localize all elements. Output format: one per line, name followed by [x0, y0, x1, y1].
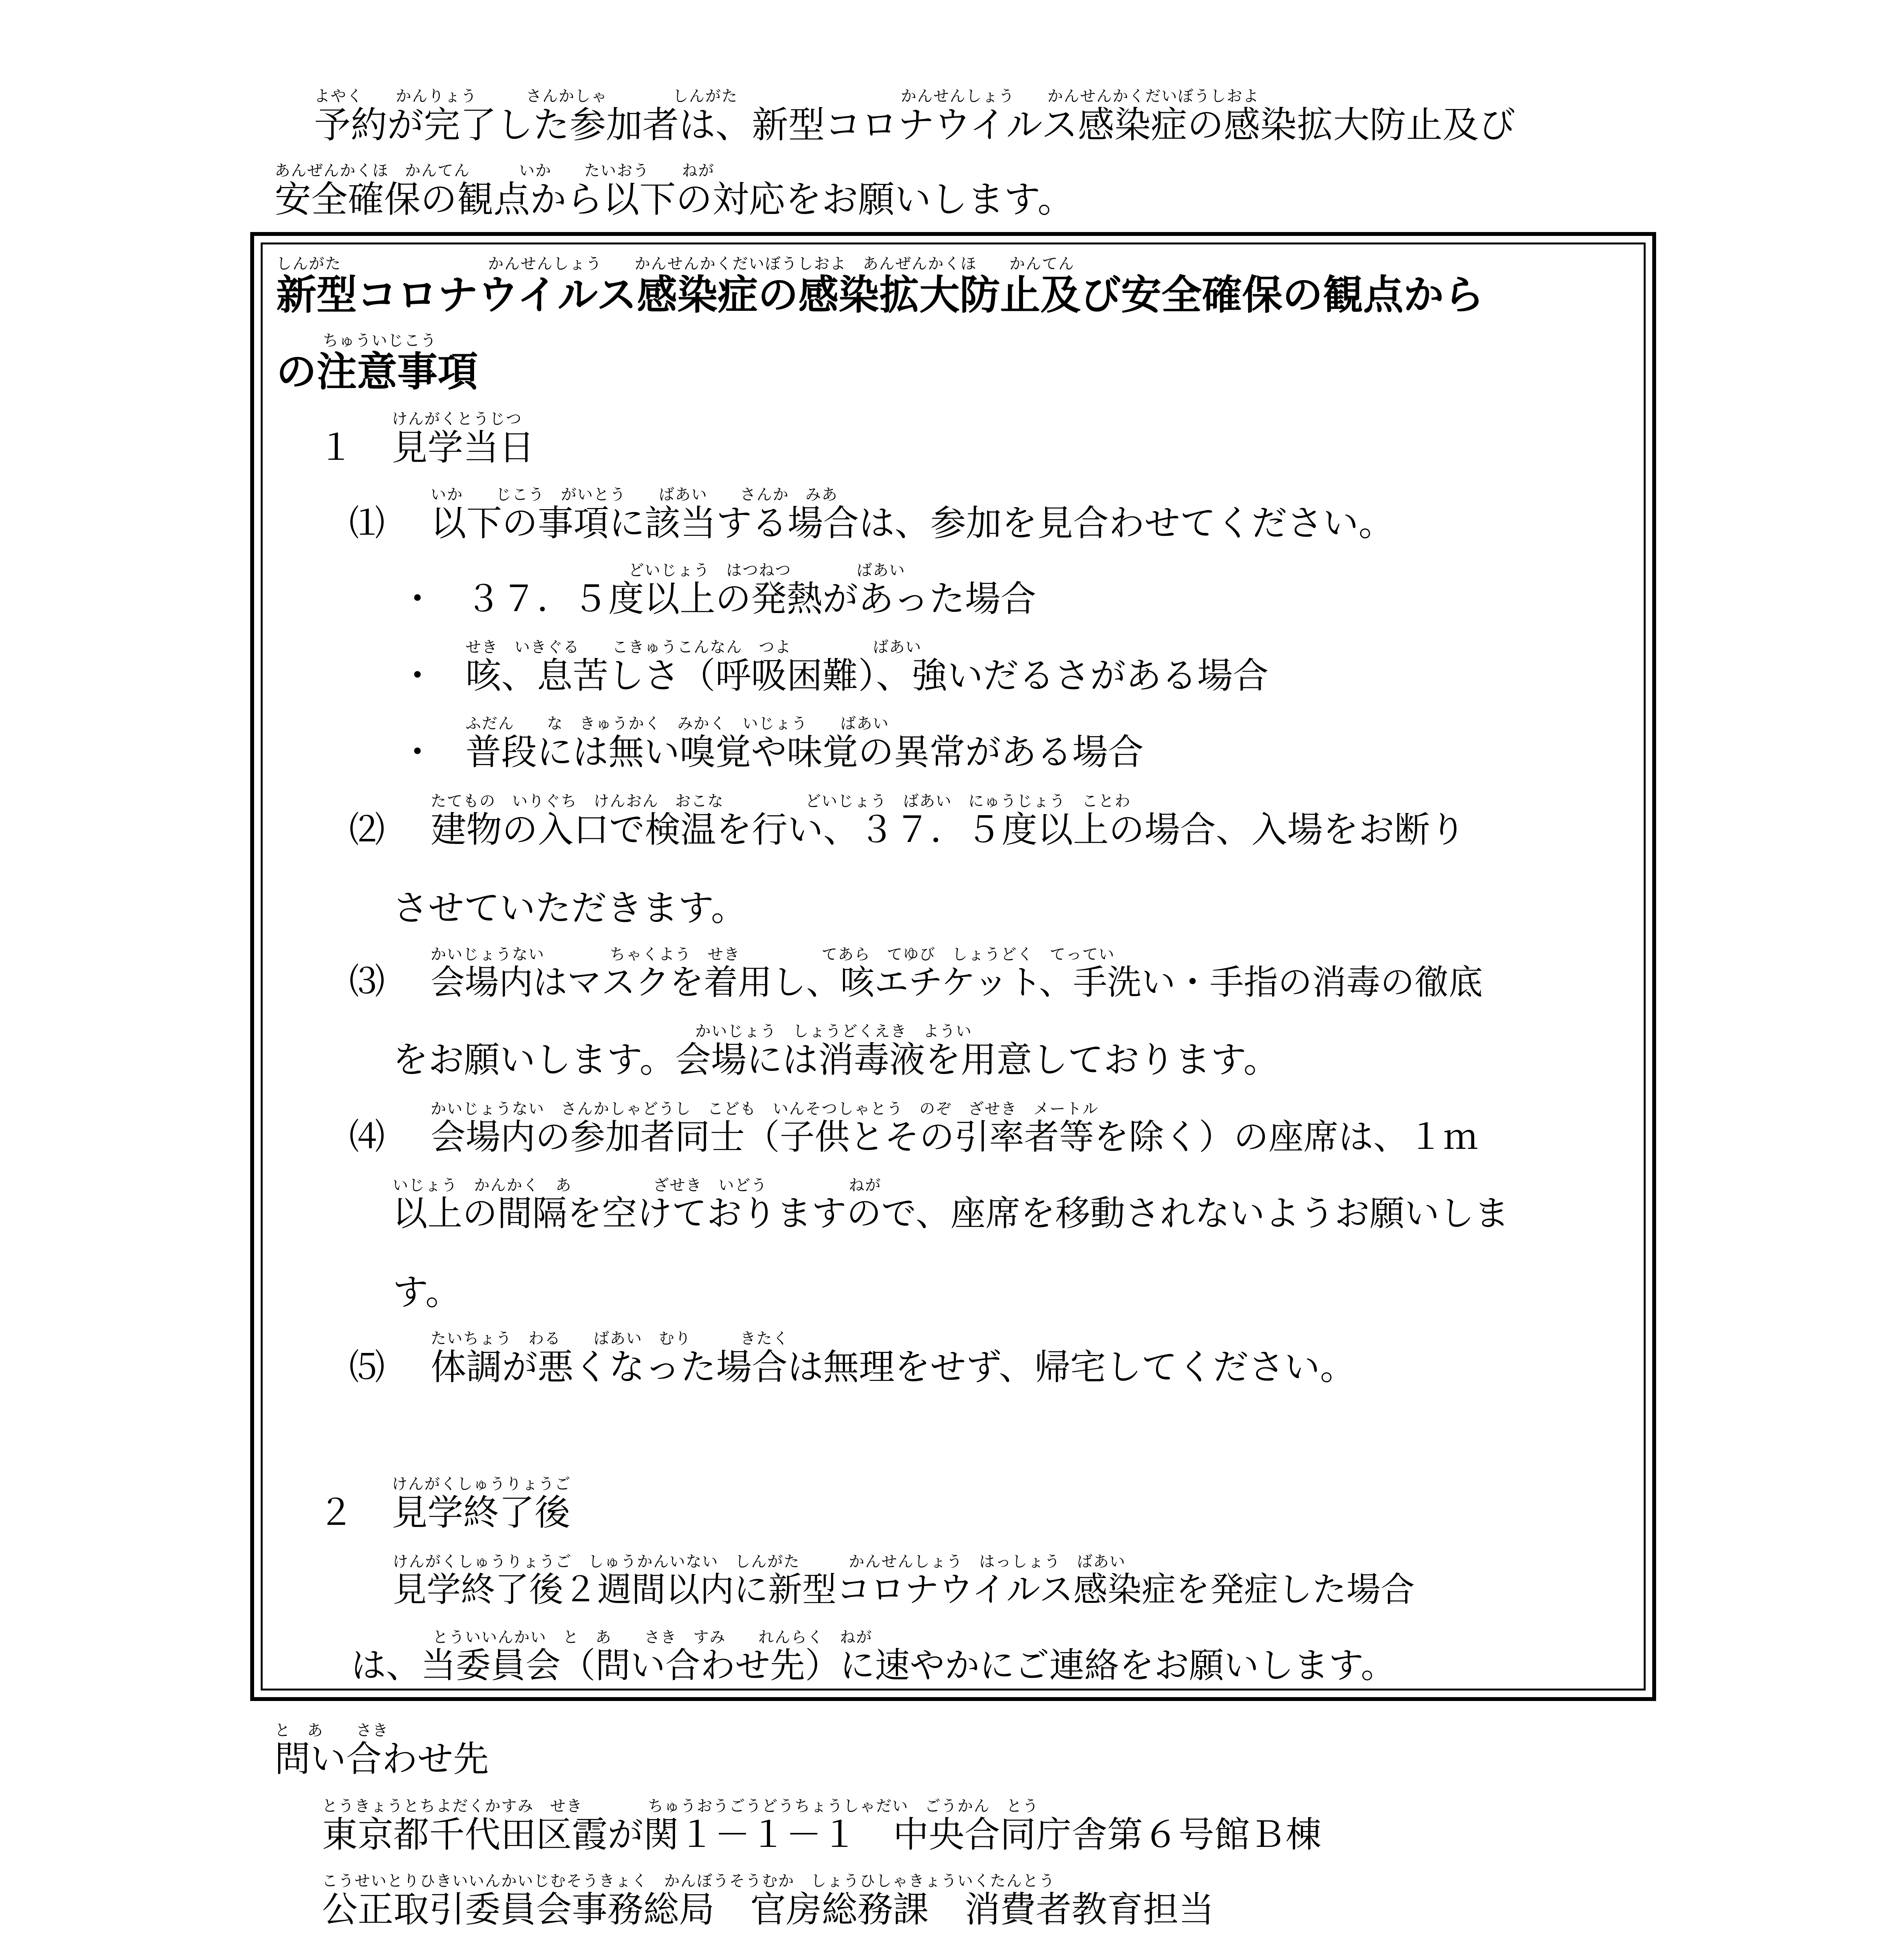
contact-department-ruby: こうせいとりひきいいんかいじむそうきょく かんぼうそうむか しょうひしゃきょういくたんとう — [322, 1872, 1055, 1890]
bullet-2 — [400, 639, 1269, 694]
item-2 — [349, 793, 1466, 848]
notice-title-line-2-ruby: ちゅういじこう — [323, 332, 437, 350]
item-3-cont — [393, 1022, 1279, 1081]
item-5-ruby: たいちょう わる ばあい むり きたく — [431, 1330, 789, 1348]
section-2-para-2 — [351, 1628, 1396, 1686]
section-2-para-1 — [393, 1554, 1415, 1607]
bullet-1-text: ３７．５度以上の発熱があった場合 — [466, 578, 1037, 620]
bullet-3-text: 普段には無い嗅覚や味覚の異常がある場合 — [466, 731, 1144, 773]
item-5 — [349, 1330, 1356, 1388]
contact-heading-text: 問い合わせ先 — [275, 1738, 489, 1780]
notice-title-line-2 — [276, 332, 478, 395]
bullet-3 — [400, 715, 1144, 773]
item-4-line-3: す。 — [393, 1271, 461, 1313]
bullet-1-mark: ・ — [400, 578, 436, 620]
section-2-heading-text: 見学終了後 — [392, 1492, 571, 1533]
item-4-line-1: 会場内の参加者同士（子供とその引率者等を除く）の座席は、１ｍ — [431, 1117, 1478, 1157]
contact-address — [322, 1798, 1321, 1853]
bullet-2-text: 咳、息苦しさ（呼吸困難）、強いだるさがある場合 — [466, 655, 1269, 696]
contact-address-text: 東京都千代田区霞が関１－１－１ 中央合同庁舎第６号館Ｂ棟 — [322, 1814, 1322, 1855]
item-2-line-1: 建物の入口で検温を行い、３７．５度以上の場合、入場をお断り — [431, 809, 1466, 850]
contact-heading-ruby: と あ さき — [275, 1722, 389, 1739]
section-1-heading — [318, 411, 535, 466]
intro-line-2-ruby: あんぜんかくほ かんてん いか たいおう ねが — [275, 162, 715, 180]
item-2-ruby: たてもの いりぐち けんおん おこな どいじょう ばあい にゅうじょう ことわ — [431, 792, 1131, 810]
bullet-2-ruby: せき いきぐる こきゅうこんなん つよ ばあい — [466, 638, 922, 656]
section-1-heading-text: 見学当日 — [392, 427, 535, 468]
item-4-number: ⑷ — [349, 1116, 385, 1157]
contact-department-text: 公正取引委員会事務総局 官房総務課 消費者教育担当 — [322, 1889, 1215, 1930]
intro-line-1 — [314, 88, 1515, 144]
section-2-number: ２ — [318, 1492, 354, 1533]
item-4 — [349, 1101, 1478, 1155]
section-2-line-2: は、当委員会（問い合わせ先）に速やかにご連絡をお願いします。 — [351, 1645, 1396, 1686]
item-1 — [349, 486, 1395, 544]
item-3-line-1: 会場内はマスクを着用し、咳エチケット、手洗い・手指の消毒の徹底 — [431, 962, 1483, 1002]
notice-title-line-1-text: 新型コロナウイルス感染症の感染拡大防止及び安全確保の観点から — [276, 271, 1484, 319]
item-3-ruby-2: かいじょう しょうどくえき ようい — [695, 1022, 972, 1040]
item-3-line-2: をお願いします。会場には消毒液を用意しております。 — [393, 1039, 1279, 1081]
intro-line-1-ruby: よやく かんりょう さんかしゃ しんがた かんせんしょう かんせんかくだいぼうしおよ — [314, 87, 1259, 105]
item-3 — [349, 946, 1483, 1002]
intro-line-1-text: 予約が完了した参加者は、新型コロナウイルス感染症の感染拡大防止及び — [314, 104, 1516, 146]
section-2-ruby-2: とういいんかい と あ さき すみ れんらく ねが — [433, 1628, 872, 1646]
contact-department — [322, 1873, 1214, 1928]
item-4-ruby: かいじょうない さんかしゃどうし こども いんそつしゃとう のぞ ざせき メートル — [431, 1100, 1099, 1118]
item-1-ruby: いか じこう がいとう ばあい さんか みあ — [431, 486, 838, 504]
item-2-line-2: させていただきます。 — [393, 887, 747, 929]
bullet-1 — [400, 561, 1037, 620]
item-3-ruby: かいじょうない ちゃくよう せき てあら てゆび しょうどく てってい — [431, 946, 1115, 963]
section-2-heading — [318, 1476, 571, 1531]
item-2-number: ⑵ — [349, 809, 385, 850]
notice-title-line-1 — [276, 255, 1484, 319]
item-4-cont — [393, 1176, 1509, 1234]
item-5-number: ⑸ — [349, 1346, 385, 1388]
item-1-number: ⑴ — [349, 502, 385, 544]
bullet-3-mark: ・ — [400, 731, 436, 773]
section-2-ruby-1: けんがくしゅうりょうご しゅうかんいない しんがた かんせんしょう はっしょう ばあい — [393, 1553, 1126, 1571]
item-1-text: 以下の事項に該当する場合は、参加を見合わせてください。 — [431, 502, 1395, 544]
contact-heading — [275, 1722, 489, 1780]
item-5-line-1: 体調が悪くなった場合は無理をせず、帰宅してください。 — [431, 1346, 1356, 1388]
section-2-heading-ruby: けんがくしゅうりょうご — [392, 1475, 571, 1493]
notice-title-line-1-ruby: しんがた かんせんしょう かんせんかくだいぼうしおよ あんぜんかくほ かんてん — [276, 255, 1075, 273]
section-2-line-1: 見学終了後２週間以内に新型コロナウイルス感染症を発症した場合 — [393, 1569, 1415, 1609]
notice-title-line-2-text: の注意事項 — [276, 348, 478, 395]
intro-line-2-text: 安全確保の観点から以下の対応をお願いします。 — [275, 178, 1074, 221]
bullet-2-mark: ・ — [400, 655, 436, 696]
section-1-heading-ruby: けんがくとうじつ — [392, 410, 522, 428]
item-4-line-2: 以上の間隔を空けておりますので、座席を移動されないようお願いしま — [393, 1193, 1509, 1234]
intro-line-2 — [275, 162, 1074, 221]
bullet-3-ruby: ふだん な きゅうかく みかく いじょう ばあい — [466, 715, 889, 733]
item-4-ruby-2: いじょう かんかく あ ざせき いどう ねが — [393, 1176, 881, 1194]
contact-address-ruby: とうきょうとちよだくかすみ せき ちゅうおうごうどうちょうしゃだい ごうかん とう — [322, 1797, 1039, 1815]
item-3-number: ⑶ — [349, 961, 385, 1002]
bullet-1-ruby: どいじょう はつねつ ばあい — [628, 561, 905, 579]
section-1-number: １ — [318, 427, 354, 468]
